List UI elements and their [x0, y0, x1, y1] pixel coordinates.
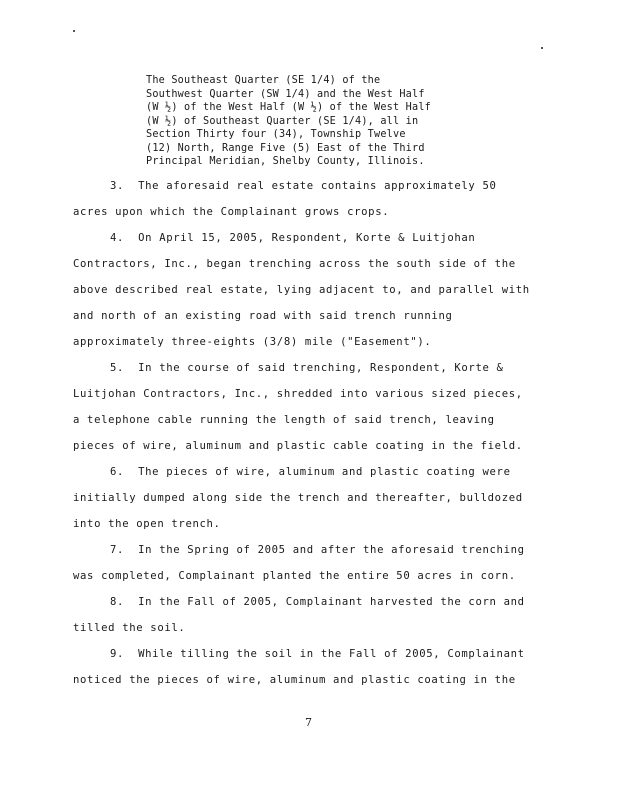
- paragraph-6-line: into the open trench.: [73, 518, 221, 530]
- paragraph-4-line: above described real estate, lying adjacent to, and parallel with: [73, 284, 530, 296]
- legal-description-line: Section Thirty four (34), Township Twelve: [146, 129, 406, 140]
- paragraph-4-line: and north of an existing road with said trench running: [73, 310, 453, 322]
- paragraph-4-line: 4. On April 15, 2005, Respondent, Korte & Luitjohan: [110, 232, 476, 244]
- paragraph-7-line: 7. In the Spring of 2005 and after the aforesaid trenching: [110, 544, 525, 556]
- legal-description-line: (W ½) of the West Half (W ½) of the West Half: [146, 102, 432, 113]
- legal-description-line: (12) North, Range Five (5) East of the Third: [146, 142, 425, 154]
- paragraph-4-line: Contractors, Inc., began trenching across the south side of the: [73, 258, 516, 270]
- paragraph-6-line: initially dumped along side the trench and thereafter, bulldozed: [73, 492, 523, 504]
- paragraph-8-line: tilled the soil.: [73, 622, 186, 634]
- paragraph-3-line: acres upon which the Complainant grows crops.: [73, 206, 390, 218]
- legal-description-line: (W ½) of Southeast Quarter (SE 1/4), all in: [146, 115, 419, 127]
- paragraph-9-line: noticed the pieces of wire, aluminum and plastic coating in the: [73, 674, 516, 686]
- paragraph-5-line: a telephone cable running the length of said trench, leaving: [73, 414, 495, 426]
- paragraph-6-line: 6. The pieces of wire, aluminum and plastic coating were: [110, 466, 511, 478]
- scan-speck: [73, 30, 75, 32]
- legal-description-block: [146, 74, 431, 169]
- page-number: 7: [305, 716, 312, 729]
- paragraph-8-line: 8. In the Fall of 2005, Complainant harvested the corn and: [110, 596, 525, 608]
- legal-description-line: The Southeast Quarter (SE 1/4) of the: [146, 75, 381, 86]
- paragraph-4-line: approximately three-eights (3/8) mile ("Easement").: [73, 336, 432, 348]
- scan-speck: [541, 47, 543, 49]
- paragraph-5-line: pieces of wire, aluminum and plastic cable coating in the field.: [73, 440, 523, 452]
- legal-description-line: Principal Meridian, Shelby County, Illinois.: [146, 156, 425, 167]
- legal-description-line: Southwest Quarter (SW 1/4) and the West Half: [146, 88, 425, 100]
- paragraph-5-line: 5. In the course of said trenching, Respondent, Korte &: [110, 362, 504, 374]
- paragraph-3-line: 3. The aforesaid real estate contains approximately 50: [110, 180, 497, 192]
- paragraph-5-line: Luitjohan Contractors, Inc., shredded into various sized pieces,: [73, 388, 523, 400]
- paragraph-7-line: was completed, Complainant planted the entire 50 acres in corn.: [73, 570, 516, 582]
- paragraph-9-line: 9. While tilling the soil in the Fall of 2005, Complainant: [110, 648, 525, 660]
